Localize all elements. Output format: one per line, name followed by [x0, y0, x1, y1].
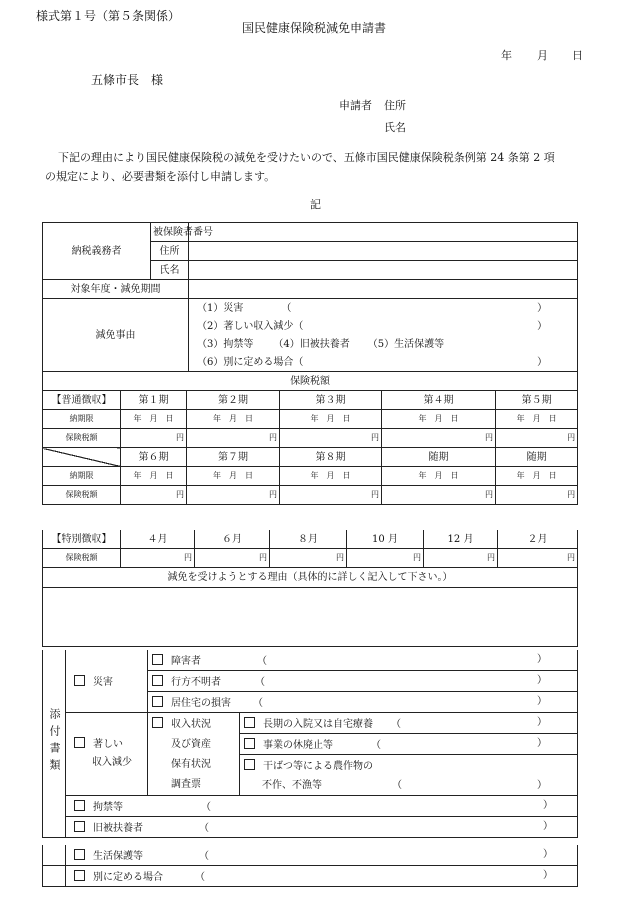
date-day: 日	[572, 49, 583, 62]
taxpayer-name-field[interactable]	[189, 261, 578, 280]
amount-2[interactable]: 円	[187, 429, 280, 448]
attach-welfare[interactable]	[66, 845, 578, 866]
special-collection-table	[42, 530, 578, 647]
attach-welfare-open: （	[199, 850, 209, 862]
attach-other-open: （	[195, 871, 205, 883]
deadline-8[interactable]: 年 月 日	[280, 467, 382, 486]
reason-1-open: （	[281, 302, 292, 314]
special-amount-label: 保険税額	[43, 549, 121, 568]
attach-disaster[interactable]	[66, 650, 148, 713]
amount-4[interactable]: 円	[382, 429, 496, 448]
attach-detention[interactable]	[66, 796, 578, 817]
reason-6[interactable]	[189, 353, 578, 372]
checkbox-disabled[interactable]	[152, 654, 163, 665]
main-table	[42, 222, 578, 505]
attach-disabled-close: ）	[537, 653, 547, 665]
applicant-name-label: 氏名	[384, 121, 406, 134]
deadline-extra-2[interactable]: 年 月 日	[496, 467, 578, 486]
attach-house-open: （	[253, 697, 263, 709]
month-aug: ８月	[270, 530, 347, 549]
reason-text-label: 減免を受けようとする理由（具体的に詳しく記入して下さい。）	[43, 568, 578, 588]
attach-hospital[interactable]	[240, 713, 578, 734]
period-extra-1: 随期	[382, 448, 496, 467]
deadline-label-2: 納期限	[43, 467, 121, 486]
special-amount-jun[interactable]: 円	[195, 549, 270, 568]
attachments-table-bottom	[42, 845, 578, 887]
period-1: 第１期	[121, 391, 187, 410]
reason-6-label: （6）別に定める場合（	[197, 356, 304, 368]
attach-detention-label: 拘禁等	[93, 801, 123, 813]
checkbox-detention[interactable]	[74, 800, 85, 811]
checkbox-survey[interactable]	[152, 717, 163, 728]
reason-6-close: ）	[537, 356, 548, 368]
attach-other-close: ）	[543, 869, 553, 881]
attach-missing[interactable]	[148, 671, 578, 692]
applicant-label: 申請者	[339, 99, 372, 112]
reason-2-label: （2）著しい収入減少（	[197, 320, 304, 332]
reason-3-5[interactable]	[189, 335, 578, 353]
attach-income-label-2: 収入減少	[92, 757, 132, 768]
checkbox-business[interactable]	[244, 738, 255, 749]
period-extra-2: 随期	[496, 448, 578, 467]
amount-8[interactable]: 円	[280, 486, 382, 505]
tax-amount-header: 保険税額	[43, 372, 578, 391]
date-month: 月	[537, 49, 548, 62]
reason-2-close: ）	[537, 320, 548, 332]
amount-6[interactable]: 円	[121, 486, 187, 505]
attach-business-open: （	[371, 739, 381, 751]
deadline-4[interactable]: 年 月 日	[382, 410, 496, 429]
attach-hospital-close: ）	[537, 716, 547, 728]
attach-detention-close: ）	[543, 799, 553, 811]
special-collection-label: 【特別徴収】	[43, 530, 121, 549]
insured-number-field[interactable]	[189, 223, 578, 242]
month-oct: 10 月	[347, 530, 424, 549]
special-amount-aug[interactable]: 円	[270, 549, 347, 568]
attach-drought-close: ）	[537, 779, 547, 791]
month-dec: 12 月	[424, 530, 498, 549]
reason-label: 減免事由	[43, 299, 189, 372]
checkbox-former[interactable]	[74, 821, 85, 832]
checkbox-house[interactable]	[152, 696, 163, 707]
attach-hospital-label: 長期の入院又は自宅療養	[263, 718, 373, 730]
special-amount-oct[interactable]: 円	[347, 549, 424, 568]
taxpayer-label: 納税義務者	[43, 223, 151, 280]
body-text-line2: の規定により、必要書類を添付し申請します。	[45, 170, 276, 183]
month-apr: ４月	[121, 530, 195, 549]
amount-7[interactable]: 円	[187, 486, 280, 505]
deadline-extra-1[interactable]: 年 月 日	[382, 467, 496, 486]
attach-house-close: ）	[537, 695, 547, 707]
attach-business-label: 事業の休廃止等	[263, 739, 333, 751]
attach-drought-open: （	[392, 779, 402, 791]
checkbox-drought[interactable]	[244, 759, 255, 770]
survey-line-1: 収入状況	[171, 719, 211, 730]
period-label: 対象年度・減免期間	[43, 280, 189, 299]
period-field[interactable]	[189, 280, 578, 299]
attach-hospital-open: （	[391, 718, 401, 730]
deadline-6[interactable]: 年 月 日	[121, 467, 187, 486]
date-year: 年	[501, 49, 512, 62]
attach-former-close: ）	[543, 820, 553, 832]
attachments-table	[42, 650, 578, 838]
attach-business-close: ）	[537, 737, 547, 749]
survey-line-4: 調査票	[171, 779, 201, 790]
reason-text-area[interactable]	[43, 588, 578, 647]
month-jun: ６月	[195, 530, 270, 549]
attach-spacer-2	[43, 866, 66, 887]
amount-5[interactable]: 円	[496, 429, 578, 448]
normal-collection-label: 【普通徴収】	[43, 391, 121, 410]
attach-missing-open: （	[255, 676, 265, 688]
checkbox-disaster[interactable]	[74, 675, 85, 686]
attach-detention-open: （	[201, 801, 211, 813]
deadline-1[interactable]: 年 月 日	[121, 410, 187, 429]
deadline-5[interactable]: 年 月 日	[496, 410, 578, 429]
taxpayer-address-label: 住所	[151, 242, 189, 261]
reason-1-close: ）	[537, 302, 548, 314]
body-text-line1: 下記の理由により国民健康保険税の減免を受けたいので、五條市国民健康保険税条例第 24 条第 2 項	[58, 151, 555, 164]
amount-extra-2[interactable]: 円	[496, 486, 578, 505]
checkbox-hospital[interactable]	[244, 717, 255, 728]
amount-extra-1[interactable]: 円	[382, 486, 496, 505]
attach-missing-label: 行方不明者	[171, 676, 221, 688]
reason-3-label: （3）拘禁等	[197, 338, 254, 350]
special-amount-feb[interactable]: 円	[498, 549, 578, 568]
taxpayer-address-field[interactable]	[189, 242, 578, 261]
amount-label: 保険税額	[43, 429, 121, 448]
attach-income-label: 著しい	[93, 739, 123, 750]
form-number: 様式第１号（第５条関係）	[36, 9, 181, 23]
period-6: 第６期	[121, 448, 187, 467]
attach-income[interactable]	[66, 713, 148, 796]
amount-1[interactable]: 円	[121, 429, 187, 448]
deadline-label: 納期限	[43, 410, 121, 429]
checkbox-other[interactable]	[74, 870, 85, 881]
special-amount-dec[interactable]: 円	[424, 549, 498, 568]
attach-drought-2	[240, 775, 578, 796]
attach-house-label: 居住宅の損害	[171, 697, 231, 709]
period-4: 第４期	[382, 391, 496, 410]
attach-welfare-label: 生活保護等	[93, 850, 143, 862]
attach-other-label: 別に定める場合	[93, 871, 163, 883]
form-title: 国民健康保険税減免申請書	[242, 21, 387, 35]
period-7: 第７期	[187, 448, 280, 467]
insured-number-label: 被保険者番号	[151, 223, 189, 242]
special-amount-apr[interactable]: 円	[121, 549, 195, 568]
attach-disabled-open: （	[257, 655, 267, 667]
month-feb: ２月	[498, 530, 578, 549]
attach-business[interactable]	[240, 734, 578, 755]
attach-drought-label-2: 不作、不漁等	[262, 779, 322, 791]
attach-former[interactable]	[66, 817, 578, 838]
checkbox-income[interactable]	[74, 737, 85, 748]
attach-former-open: （	[199, 822, 209, 834]
attach-former-label: 旧被扶養者	[93, 822, 143, 834]
survey-line-3: 保有状況	[171, 759, 211, 770]
ki-label: 記	[310, 198, 321, 211]
reason-2[interactable]	[189, 317, 578, 335]
period-5: 第５期	[496, 391, 578, 410]
period-3: 第３期	[280, 391, 382, 410]
attachments-label: 添付書類	[48, 708, 62, 776]
period-8: 第８期	[280, 448, 382, 467]
period-2: 第２期	[187, 391, 280, 410]
attach-drought[interactable]	[240, 755, 578, 776]
reason-1-label: （1）災害	[197, 302, 244, 314]
attach-disabled[interactable]	[148, 650, 578, 671]
attach-missing-close: ）	[537, 674, 547, 686]
deadline-3[interactable]: 年 月 日	[280, 410, 382, 429]
attach-welfare-close: ）	[543, 848, 553, 860]
checkbox-missing[interactable]	[152, 675, 163, 686]
attach-other[interactable]	[66, 866, 578, 887]
checkbox-welfare[interactable]	[74, 849, 85, 860]
deadline-2[interactable]: 年 月 日	[187, 410, 280, 429]
applicant-address-label: 住所	[384, 99, 406, 112]
survey-line-2: 及び資産	[171, 739, 211, 750]
reason-1[interactable]	[189, 299, 578, 318]
addressee: 五條市長 様	[91, 73, 164, 87]
attach-drought-label: 干ばつ等による農作物の	[263, 760, 373, 772]
attachments-label-cell	[43, 650, 66, 838]
deadline-7[interactable]: 年 月 日	[187, 467, 280, 486]
amount-3[interactable]: 円	[280, 429, 382, 448]
attach-disabled-label: 障害者	[171, 655, 201, 667]
amount-label-2: 保険税額	[43, 486, 121, 505]
attach-house[interactable]	[148, 692, 578, 713]
attach-disaster-label: 災害	[93, 676, 113, 688]
attach-survey[interactable]	[148, 713, 240, 796]
attach-spacer-1	[43, 845, 66, 866]
diagonal-cell	[43, 448, 121, 467]
reason-4-label: （4）旧被扶養者	[273, 338, 350, 350]
taxpayer-name-label: 氏名	[151, 261, 189, 280]
reason-5-label: （5）生活保護等	[367, 338, 445, 350]
